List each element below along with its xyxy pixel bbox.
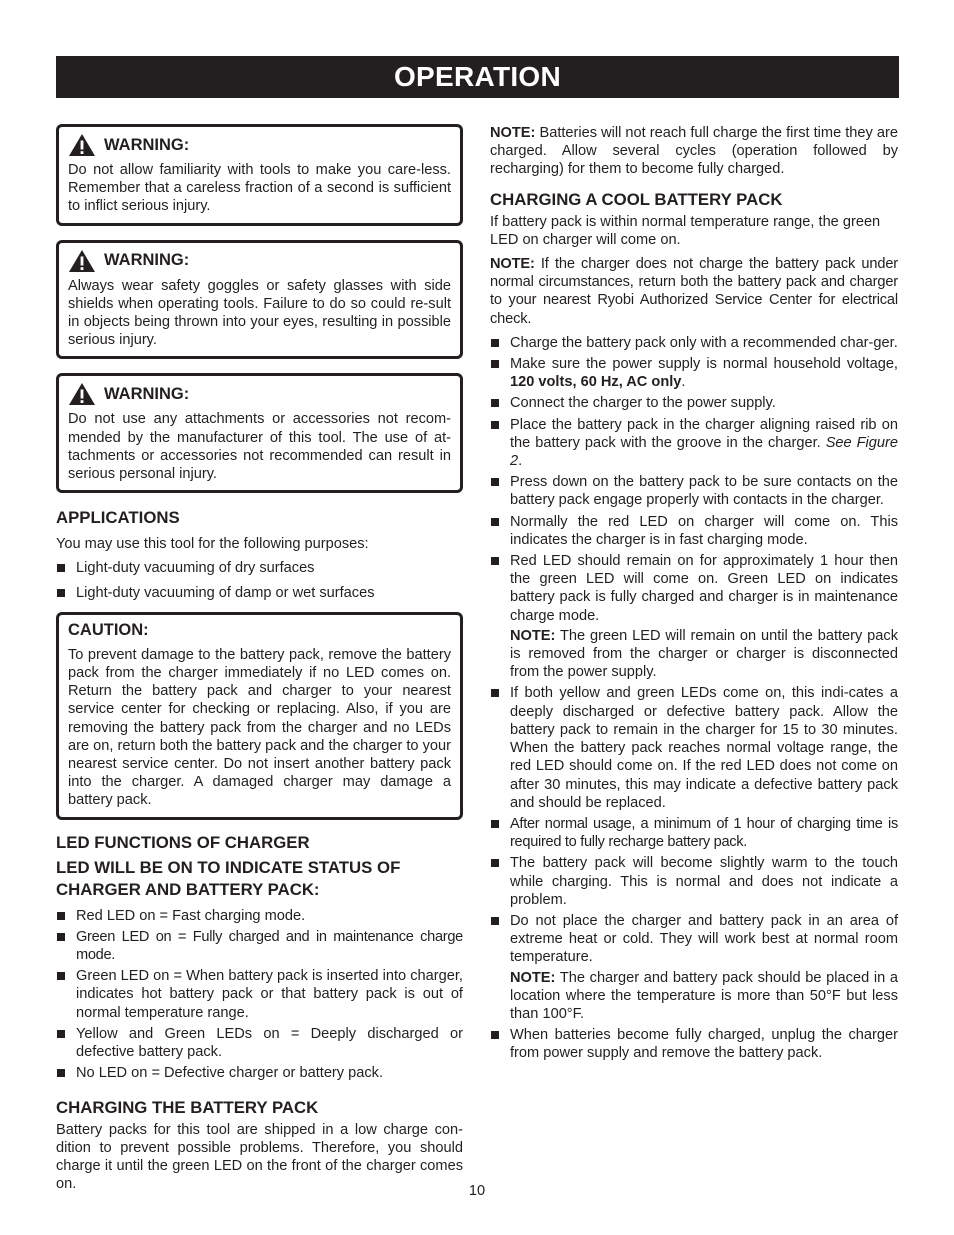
note-text: The charger and battery pack should be placed in a location where the temperature is more than 50°F but less than 100°F. (510, 969, 898, 1022)
list-item: Do not place the charger and battery pack in an area of extreme heat or cold. They will work best at normal room temperature. NOTE: The charger and battery pack should be placed in a location where the temperature is more than 50°F but less than 100°F. (490, 912, 898, 1023)
caution-text: To prevent damage to the battery pack, remove the battery pack from the charger immediately if no LED comes on. Return the battery pack and charger to your nearest service center for checking or replacing. Also, if you are removing the battery pack from the charger and no LEDs are on, return both the battery pack and the charger to your nearest service center. Do not insert another battery pack into the charger. A damaged charger may damage a battery pack. (68, 646, 451, 809)
page-title: OPERATION (56, 56, 899, 98)
warning-box-goggles (56, 240, 463, 360)
note-text: The green LED will remain on until the battery pack is removed from the charger or charger is disconnected from the power supply. (510, 627, 898, 681)
list-item: The battery pack will become slightly warm to the touch while charging. This is normal and does not indicate a problem. (490, 854, 898, 909)
warning-text: Always wear safety goggles or safety glasses with side shields when operating tools. Failure to do so could re-sult in objects being thrown into your eyes, resulting in possible serious injury. (68, 277, 451, 349)
bullet-square-icon (491, 478, 499, 486)
list-item: After normal usage, a minimum of 1 hour of charging time is required to fully recharge battery pack. (490, 815, 898, 851)
bullet-square-icon (57, 933, 65, 941)
warning-box-attachments (56, 373, 463, 493)
led-status-subheading: LED WILL BE ON TO INDICATE STATUS OF CHARGER AND BATTERY PACK: (56, 857, 401, 899)
note-text: If the charger does not charge the battery pack under normal circumstances, return both the battery pack and charger to your nearest Ryobi Authorized Service Center for electrical check. (490, 256, 899, 327)
note-text: Batteries will not reach full charge the first time they are charged. Allow several cycles (operation followed by recharging) for them to become fully charged. (490, 125, 898, 178)
note-full-charge (490, 124, 898, 179)
note-green-led (510, 627, 898, 682)
bullet-square-icon (491, 1031, 499, 1039)
bullet-square-icon (491, 518, 499, 526)
list-item: Press down on the battery pack to be sure contacts on the battery pack engage properly with contacts in the charger. (490, 473, 898, 509)
list-item: Make sure the power supply is normal household voltage, 120 volts, 60 Hz, AC only. (490, 355, 898, 391)
warning-label: WARNING: (104, 384, 190, 403)
warning-header (68, 382, 451, 406)
list-item: Green LED on = When battery pack is inserted into charger, indicates hot battery pack or that battery pack is out of normal temperature range. (56, 967, 463, 1022)
bullet-square-icon (491, 557, 499, 565)
note-label: NOTE: (510, 627, 556, 644)
applications-heading: APPLICATIONS (56, 508, 180, 528)
bullet-square-icon (57, 589, 65, 597)
charging-heading: CHARGING THE BATTERY PACK (56, 1097, 319, 1117)
list-item: If both yellow and green LEDs come on, this indi-cates a deeply discharged or defective battery pack. Allow the battery pack to remain in the charger for 15 to 30 minutes. When the battery pack reaches normal voltage range, the red LED should come on. If the red LED does not come on after 30 minutes, this may indicate a defective battery pack and should be replaced. (490, 684, 898, 811)
bullet-square-icon (491, 399, 499, 407)
list-item: Charge the battery pack only with a recommended char-ger. (490, 334, 898, 352)
note-label: NOTE: (490, 256, 535, 273)
page-number: 10 (468, 1183, 486, 1199)
list-item: Red LED should remain on for approximately 1 hour then the green LED will come on. Green LED on indicates battery pack is fully charged and charger is in maintenance charge mode. NOTE: The green LED will remain on until the battery pack is removed from the charger or charger is disconnected from the power supply. (490, 552, 898, 681)
list-item: Connect the charger to the power supply. (490, 394, 898, 412)
caution-box (56, 612, 463, 820)
list-item: Red LED on = Fast charging mode. (56, 907, 463, 925)
charging-text: Battery packs for this tool are shipped in a low charge con-dition to prevent possible problems. Therefore, you should charge it until the green LED on the front of the charger comes on. (56, 1121, 463, 1193)
note-label: NOTE: (490, 125, 536, 141)
warning-text: Do not allow familiarity with tools to make you care-less. Remember that a careless fraction of a second is sufficient to inflict serious injury. (68, 162, 451, 215)
left-column (56, 124, 463, 1193)
bullet-square-icon (491, 859, 499, 867)
warning-triangle-icon (68, 382, 96, 406)
note-service-center (490, 255, 898, 328)
list-item: Green LED on = Fully charged and in maintenance charge mode. (56, 928, 463, 964)
warning-header (68, 133, 451, 157)
applications-list (56, 559, 463, 601)
bullet-square-icon (57, 972, 65, 980)
list-item: No LED on = Defective charger or battery pack. (56, 1064, 463, 1082)
bullet-square-icon (491, 820, 499, 828)
bullet-square-icon (57, 1069, 65, 1077)
bullet-square-icon (491, 689, 499, 697)
note-temperature (510, 969, 898, 1024)
bullet-square-icon (491, 360, 499, 368)
bullet-square-icon (491, 339, 499, 347)
led-functions-heading: LED FUNCTIONS OF CHARGER (56, 832, 310, 852)
warning-box-familiarity (56, 124, 463, 226)
bullet-square-icon (57, 564, 65, 572)
list-item: Light-duty vacuuming of damp or wet surfaces (56, 584, 463, 602)
right-column (490, 124, 898, 1066)
warning-triangle-icon (68, 249, 96, 273)
list-item: Place the battery pack in the charger aligning raised rib on the battery pack with the groove in the charger. See Figure 2. (490, 416, 898, 471)
list-item: Normally the red LED on charger will come on. This indicates the charger is in fast charging mode. (490, 513, 898, 549)
cool-battery-heading: CHARGING A COOL BATTERY PACK (490, 189, 783, 209)
warning-label: WARNING: (104, 251, 190, 270)
bullet-square-icon (491, 421, 499, 429)
list-item: Light-duty vacuuming of dry surfaces (56, 559, 463, 577)
list-item: Yellow and Green LEDs on = Deeply discharged or defective battery pack. (56, 1025, 463, 1061)
caution-header (68, 621, 451, 640)
warning-text: Do not use any attachments or accessories not recom-mended by the manufacturer of this tool. The use of at-tachments or accessories not recommended can result in serious personal injury. (68, 411, 451, 483)
warning-header (68, 249, 451, 273)
caution-label: CAUTION: (68, 620, 149, 639)
list-item: When batteries become fully charged, unplug the charger from power supply and remove the battery pack. (490, 1026, 898, 1062)
warning-label: WARNING: (104, 135, 190, 154)
charging-steps-list (490, 334, 898, 1063)
cool-battery-text: If battery pack is within normal temperature range, the green LED on charger will come on. (490, 213, 881, 248)
applications-intro: You may use this tool for the following purposes: (56, 536, 369, 553)
bullet-square-icon (491, 917, 499, 925)
bullet-square-icon (57, 912, 65, 920)
warning-triangle-icon (68, 133, 96, 157)
note-label: NOTE: (510, 969, 556, 986)
bullet-square-icon (57, 1030, 65, 1038)
led-functions-list (56, 907, 463, 1083)
